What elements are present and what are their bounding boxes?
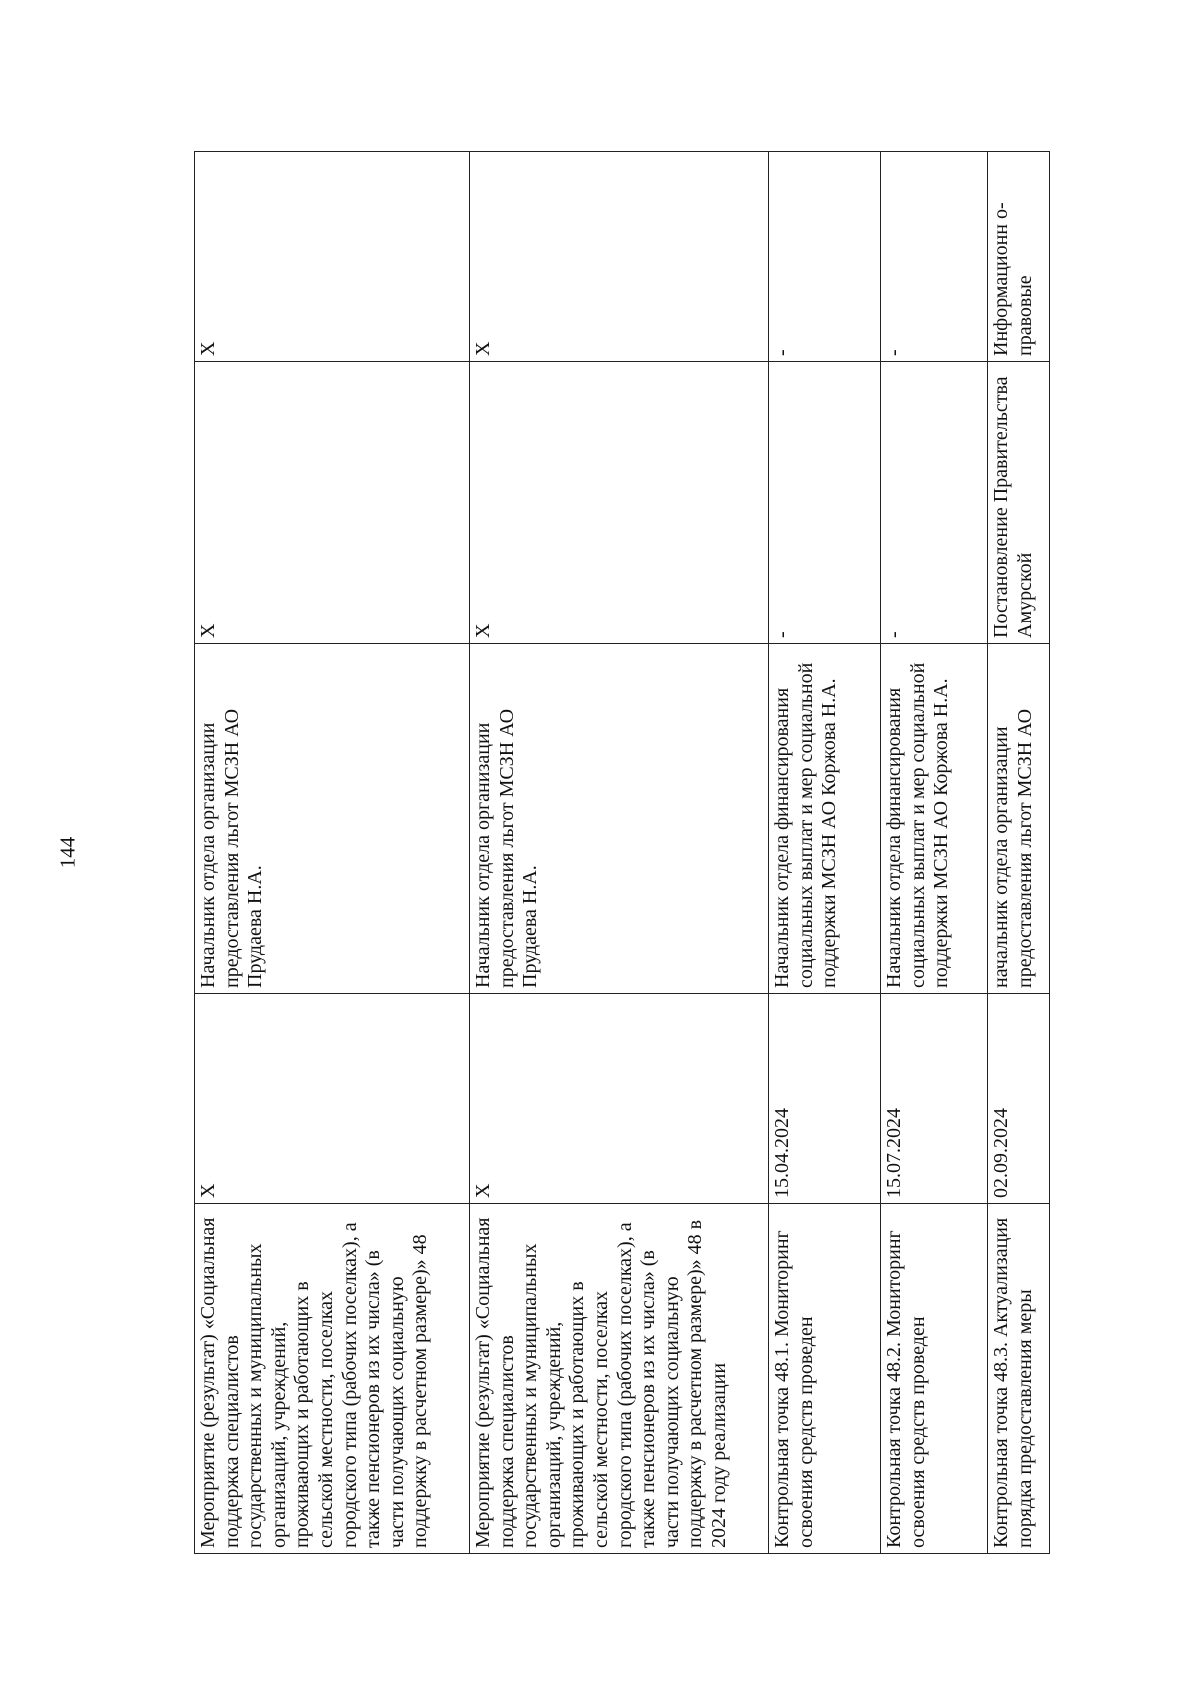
responsible-text: начальник отдела организации предоставления льгот МСЗН АО bbox=[990, 708, 1036, 988]
system-cell bbox=[470, 152, 769, 362]
event-text: Контрольная точка 48.3. Актуализация порядка предоставления меры bbox=[990, 1217, 1036, 1548]
system-cell bbox=[769, 152, 881, 362]
date-text: X bbox=[472, 1183, 494, 1198]
date-cell bbox=[470, 994, 769, 1204]
document-cell bbox=[470, 362, 769, 644]
responsible-text: Начальник отдела организации предоставления льгот МСЗН АО Прудаева Н.А. bbox=[197, 708, 267, 988]
date-text: X bbox=[197, 1183, 219, 1198]
document-cell bbox=[881, 362, 988, 644]
table-row bbox=[470, 152, 769, 1554]
date-cell bbox=[195, 994, 470, 1204]
document-cell bbox=[769, 362, 881, 644]
responsible-text: Начальник отдела финансирования социальных выплат и мер социальной поддержки МСЗН АО Коржова Н.А. bbox=[883, 662, 953, 988]
responsible-cell bbox=[470, 644, 769, 994]
responsible-cell bbox=[769, 644, 881, 994]
date-cell bbox=[881, 994, 988, 1204]
document-text: X bbox=[472, 623, 494, 638]
event-cell bbox=[195, 1204, 470, 1554]
responsible-cell bbox=[988, 644, 1050, 994]
page-number: 144 bbox=[55, 836, 80, 869]
system-text: - bbox=[883, 349, 905, 356]
system-cell bbox=[195, 152, 470, 362]
rotated-table-container bbox=[194, 152, 1074, 1554]
system-cell bbox=[881, 152, 988, 362]
table-row bbox=[769, 152, 881, 1554]
date-text: 15.04.2024 bbox=[771, 1108, 793, 1198]
document-text: Постановление Правительства Амурской bbox=[990, 376, 1036, 638]
date-cell bbox=[769, 994, 881, 1204]
responsible-cell bbox=[881, 644, 988, 994]
system-text: X bbox=[472, 341, 494, 356]
system-cell bbox=[988, 152, 1050, 362]
event-cell bbox=[988, 1204, 1050, 1554]
event-cell bbox=[881, 1204, 988, 1554]
table-row bbox=[881, 152, 988, 1554]
document-cell bbox=[988, 362, 1050, 644]
responsible-text: Начальник отдела организации предоставления льгот МСЗН АО Прудаева Н.А. bbox=[472, 708, 542, 988]
system-text: - bbox=[771, 349, 793, 356]
document-text: - bbox=[771, 631, 793, 638]
responsible-text: Начальник отдела финансирования социальных выплат и мер социальной поддержки МСЗН АО Коржова Н.А. bbox=[771, 662, 841, 988]
system-text: Информационн о-правовые bbox=[990, 202, 1036, 356]
event-text: Контрольная точка 48.1. Мониторинг освоения средств проведен bbox=[771, 1230, 817, 1548]
table-row bbox=[988, 152, 1050, 1554]
system-text: X bbox=[197, 341, 219, 356]
event-text: Мероприятие (результат) «Социальная поддержка специалистов государственных и муниципальных организаций, учреждений, проживающих и работающих в сельской местности, поселках городского типа (рабочих поселках), а также пенсионеров из их числа» (в части получающих социальную поддержку в расчетном размере)» 48 bbox=[197, 1217, 432, 1548]
event-cell bbox=[769, 1204, 881, 1554]
date-cell bbox=[988, 994, 1050, 1204]
event-cell bbox=[470, 1204, 769, 1554]
responsible-cell bbox=[195, 644, 470, 994]
date-text: 15.07.2024 bbox=[883, 1108, 905, 1198]
document-text: X bbox=[197, 623, 219, 638]
document-cell bbox=[195, 362, 470, 644]
event-text: Мероприятие (результат) «Социальная поддержка специалистов государственных и муниципальных организаций, учреждений, проживающих и работающих в сельской местности, поселках городского типа (рабочих поселках), а также пенсионеров из их числа» (в части получающих социальную поддержку в расчетном размере)» 48 в 2024 году реализации bbox=[472, 1217, 730, 1548]
table-row bbox=[195, 152, 470, 1554]
document-text: - bbox=[883, 631, 905, 638]
date-text: 02.09.2024 bbox=[990, 1108, 1012, 1198]
event-text: Контрольная точка 48.2. Мониторинг освоения средств проведен bbox=[883, 1230, 929, 1548]
control-points-table bbox=[194, 151, 1050, 1554]
